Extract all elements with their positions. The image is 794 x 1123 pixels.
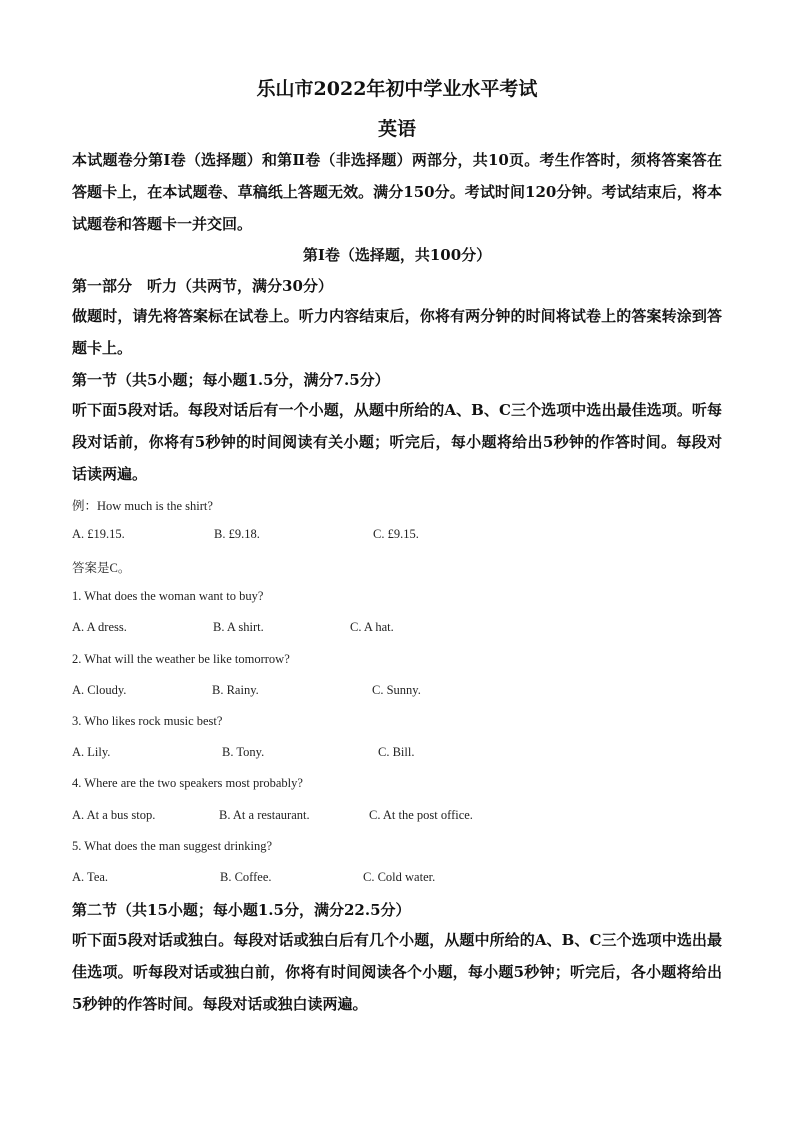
example-answer: 答案是C。 <box>72 561 131 575</box>
q5-option-c: C. Cold water. <box>363 870 436 884</box>
exam-subject: 英语 <box>377 118 416 140</box>
intro-paragraph: 本试题卷分第Ⅰ卷（选择题）和第Ⅱ卷（非选择题）两部分，共10页。考生作答时，须将答案答在答题卡上，在本试题卷、草稿纸上答题无效。满分150分。考试时间120分钟。考试结束后，将本试题卷和答题卡一并交回。 <box>72 151 722 233</box>
part1-heading: 第一部分 听力（共两节，满分30分） <box>72 277 333 295</box>
example-option-b: B. £9.18. <box>214 527 260 541</box>
exam-title: 乐山市2022年初中学业水平考试 <box>256 78 538 100</box>
question-4: 4. Where are the two speakers most probably? <box>72 776 303 790</box>
q3-option-a: A. Lily. <box>72 745 111 759</box>
example-option-a: A. £19.15. <box>72 527 125 541</box>
part1-instruction: 做题时，请先将答案标在试卷上。听力内容结束后，你将有两分钟的时间将试卷上的答案转涂到答题卡上。 <box>72 307 722 357</box>
section2-heading: 第二节（共15小题；每小题1.5分，满分22.5分） <box>72 901 411 919</box>
question-1: 1. What does the woman want to buy? <box>72 589 264 603</box>
q4-option-b: B. At a restaurant. <box>219 808 310 822</box>
section1-instruction: 听下面5段对话。每段对话后有一个小题，从题中所给的A、B、C三个选项中选出最佳选项。听每段对话前，你将有5秒钟的时间阅读有关小题；听完后，每小题将给出5秒钟的作答时间。每段对话读两遍。 <box>72 401 722 483</box>
q2-option-a: A. Cloudy. <box>72 683 127 697</box>
question-2: 2. What will the weather be like tomorrow? <box>72 652 290 666</box>
q2-option-c: C. Sunny. <box>372 683 421 697</box>
section1-heading: 第一节（共5小题；每小题1.5分，满分7.5分） <box>72 371 390 389</box>
example-question: 例：How much is the shirt? <box>72 499 213 513</box>
q5-option-b: B. Coffee. <box>220 870 272 884</box>
q2-option-b: B. Rainy. <box>212 683 259 697</box>
question-5: 5. What does the man suggest drinking? <box>72 839 273 853</box>
q4-option-c: C. At the post office. <box>369 808 473 822</box>
example-option-c: C. £9.15. <box>373 527 419 541</box>
q3-option-c: C. Bill. <box>378 745 415 759</box>
question-3: 3. Who likes rock music best? <box>72 714 223 728</box>
q1-option-c: C. A hat. <box>350 620 394 634</box>
volume-heading: 第Ⅰ卷（选择题，共100分） <box>302 246 492 264</box>
q5-option-a: A. Tea. <box>72 870 109 884</box>
q1-option-b: B. A shirt. <box>213 620 264 634</box>
section2-instruction: 听下面5段对话或独白。每段对话或独白后有几个小题，从题中所给的A、B、C三个选项中选出最佳选项。听每段对话或独白前，你将有时间阅读各个小题，每小题5秒钟；听完后，各小题将给出5秒钟的作答时间。每段对话或独白读两遍。 <box>72 931 722 1013</box>
q3-option-b: B. Tony. <box>222 745 265 759</box>
q1-option-a: A. A dress. <box>72 620 127 634</box>
q4-option-a: A. At a bus stop. <box>72 808 156 822</box>
